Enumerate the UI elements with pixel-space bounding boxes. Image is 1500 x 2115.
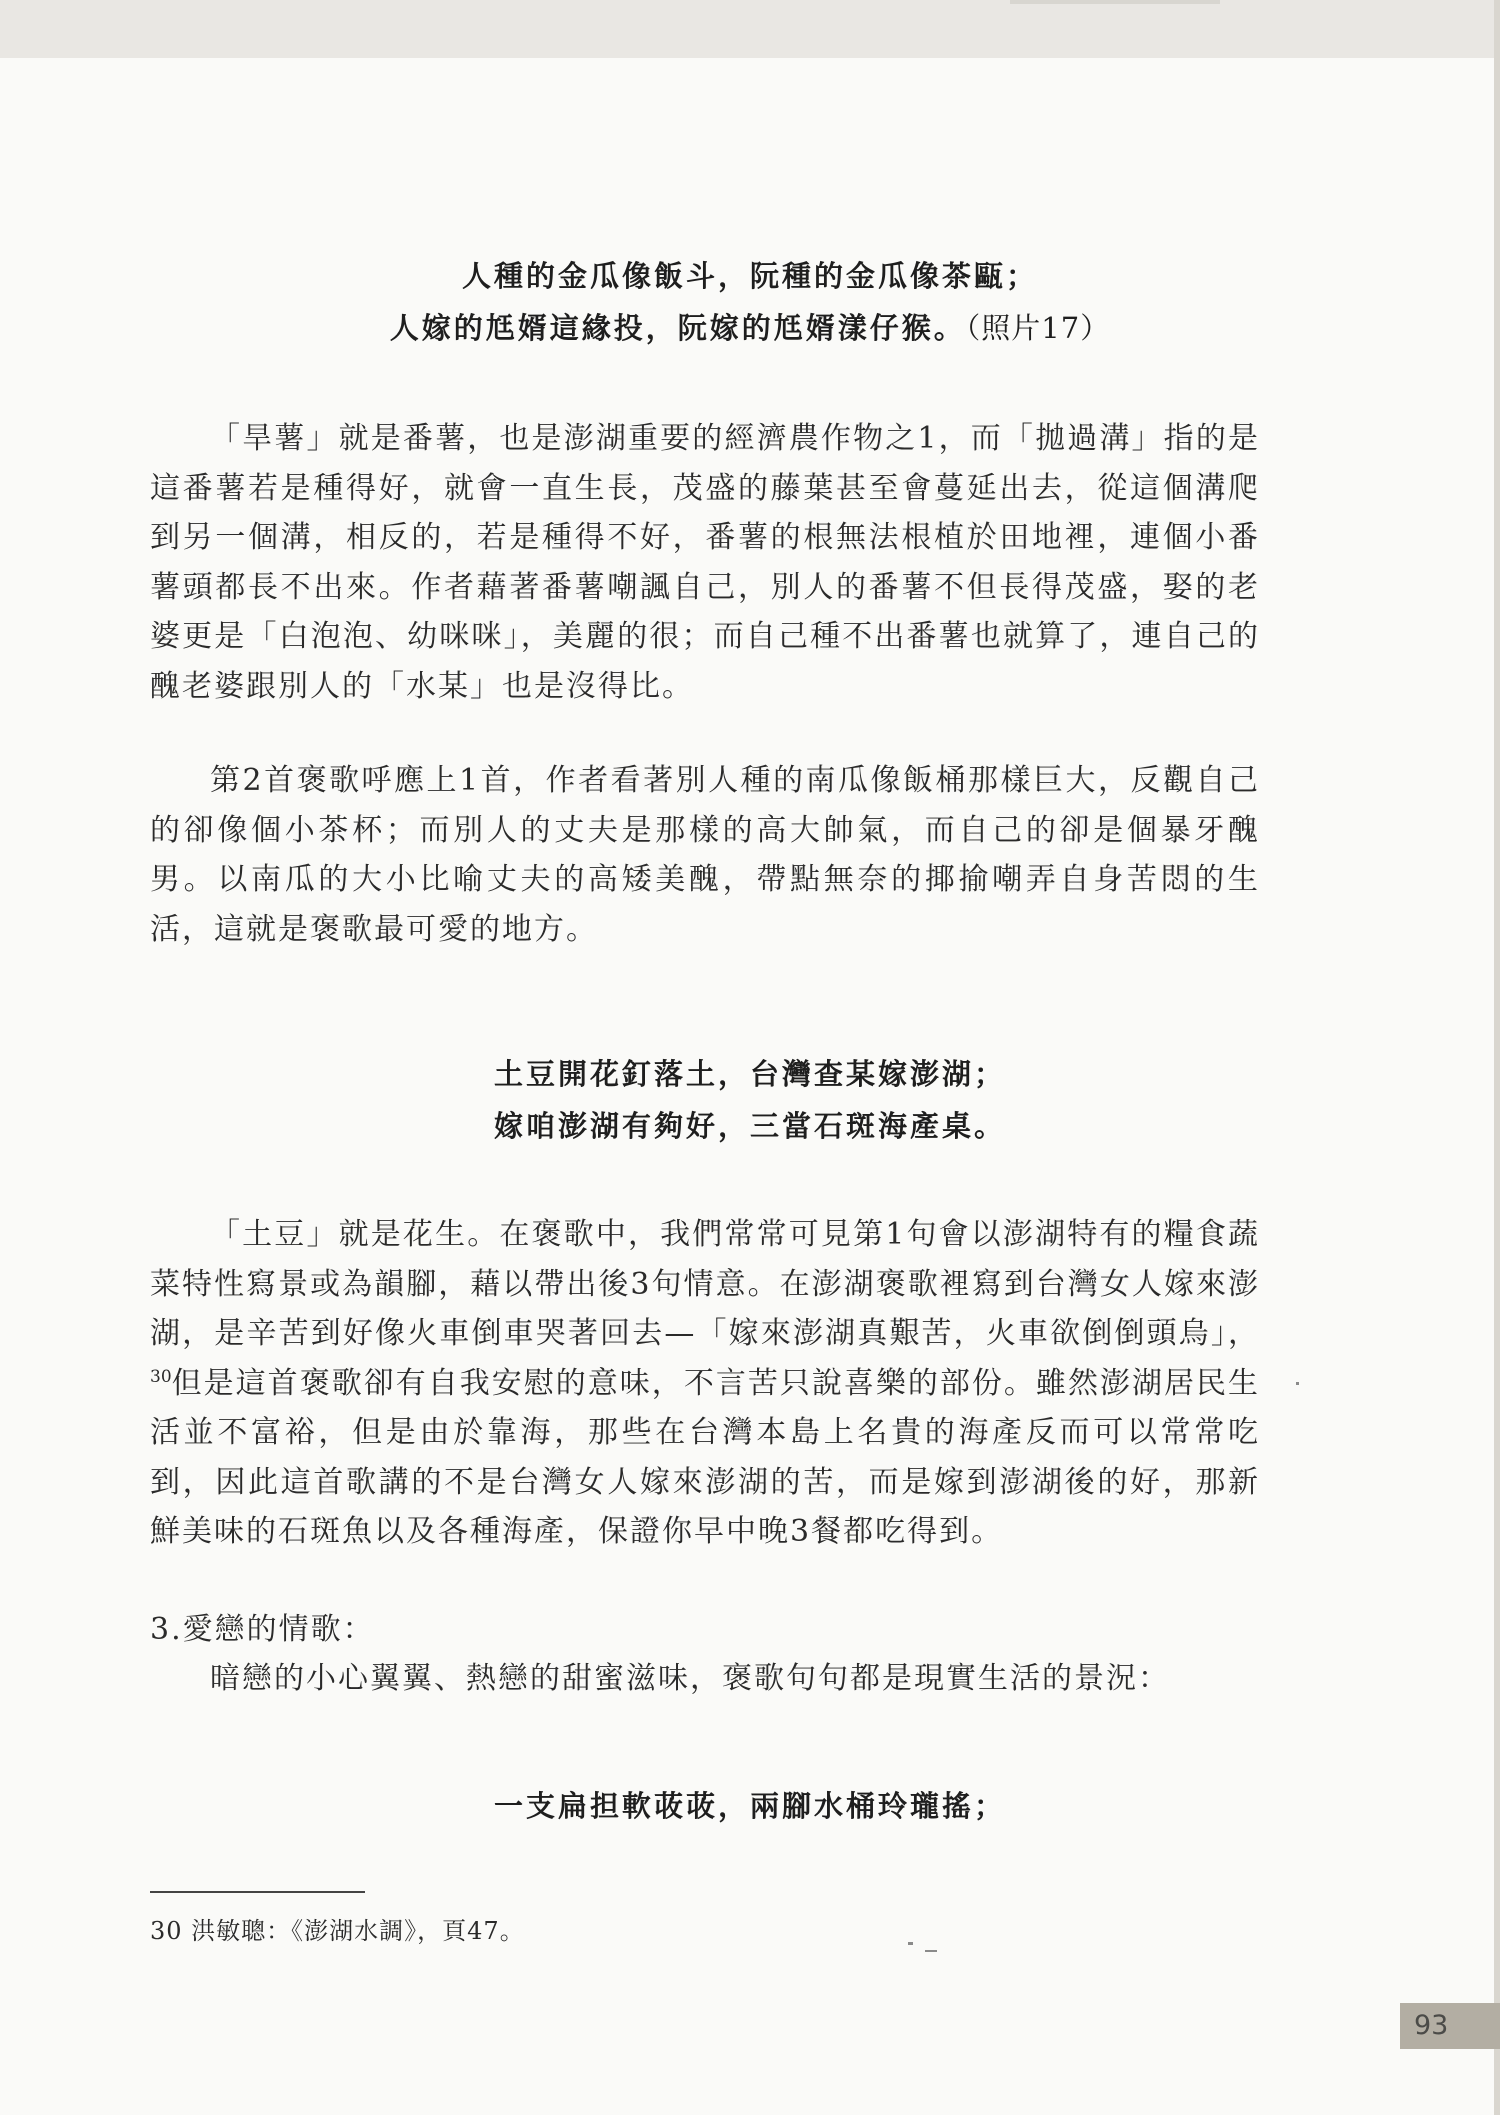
- paragraph-3: [150, 1210, 1260, 1557]
- paragraph-3-part-1: 「土豆」就是花生。在褒歌中，我們常常可見第1句會以澎湖特有的糧食蔬菜特性寫景或為韻腳，藉以帶出後3句情意。在澎湖褒歌裡寫到台灣女人嫁來澎湖，是辛苦到好像火車倒車哭著回去—「嫁來澎湖真艱苦，火車欲倒倒頭烏」，: [150, 1217, 1260, 1351]
- footnote-divider: [150, 1891, 365, 1893]
- verse-1-line-2-text: 人嫁的尪婿這緣投，阮嫁的尪婿漾仔猴。: [389, 311, 966, 345]
- photo-reference: （照片17）: [965, 311, 1111, 345]
- verse-3-line-1: 一支扁担軟荍荍，兩腳水桶玲瓏搖；: [493, 1789, 1006, 1823]
- paragraph-1: 「旱薯」就是番薯，也是澎湖重要的經濟農作物之1，而「拋過溝」指的是這番薯若是種得好，就會一直生長，茂盛的藤葉甚至會蔓延出去，從這個溝爬到另一個溝，相反的，若是種得不好，番薯的根無法根植於田地裡，連個小番薯頭都長不出來。作者藉著番薯嘲諷自己，別人的番薯不但長得茂盛，娶的老婆更是「白泡泡、幼咪咪」，美麗的很；而自己種不出番薯也就算了，連自己的醜老婆跟別人的「水某」也是沒得比。: [150, 421, 1260, 704]
- paragraph-3-part-2: 但是這首褒歌卻有自我安慰的意味，不言苦只說喜樂的部份。雖然澎湖居民生活並不富裕，但是由於靠海，那些在台灣本島上名貴的海產反而可以常常吃到，因此這首歌講的不是台灣女人嫁來澎湖的苦，而是嫁到澎湖後的好，那新鮮美味的石斑魚以及各種海產，保證你早中晚3餐都吃得到。: [150, 1365, 1260, 1549]
- footnote: 30 洪敏聰：《澎湖水調》，頁47。: [150, 1917, 525, 1945]
- page-number: 93: [1400, 2003, 1500, 2049]
- scan-speck: [925, 1950, 937, 1952]
- paragraph-2: 第2首褒歌呼應上1首，作者看著別人種的南瓜像飯桶那樣巨大，反觀自己的卻像個小茶杯；而別人的丈夫是那樣的高大帥氣，而自己的卻是個暴牙醜男。以南瓜的大小比喻丈夫的高矮美醜，帶點無奈的揶揄嘲弄自身苦悶的生活，這就是褒歌最可愛的地方。: [150, 763, 1260, 947]
- footnote-marker: 30: [150, 1366, 172, 1387]
- scan-top-band: [0, 0, 1500, 58]
- scan-artifact: [1010, 0, 1220, 4]
- scan-speck: [908, 1942, 913, 1945]
- verse-2-line-1: 土豆開花釘落土，台灣查某嫁澎湖；: [493, 1057, 1006, 1091]
- verse-1-line-1: 人種的金瓜像飯斗，阮種的金瓜像茶甌；: [461, 259, 1038, 293]
- verse-1-line-2: [0, 308, 1500, 348]
- section-heading: 3.愛戀的情歌：: [150, 1612, 375, 1647]
- paragraph-4: 暗戀的小心翼翼、熱戀的甜蜜滋味，褒歌句句都是現實生活的景況：: [210, 1661, 1170, 1696]
- verse-2-line-2: 嫁咱澎湖有夠好，三當石斑海產桌。: [493, 1109, 1006, 1143]
- scan-speck: [1296, 1382, 1299, 1385]
